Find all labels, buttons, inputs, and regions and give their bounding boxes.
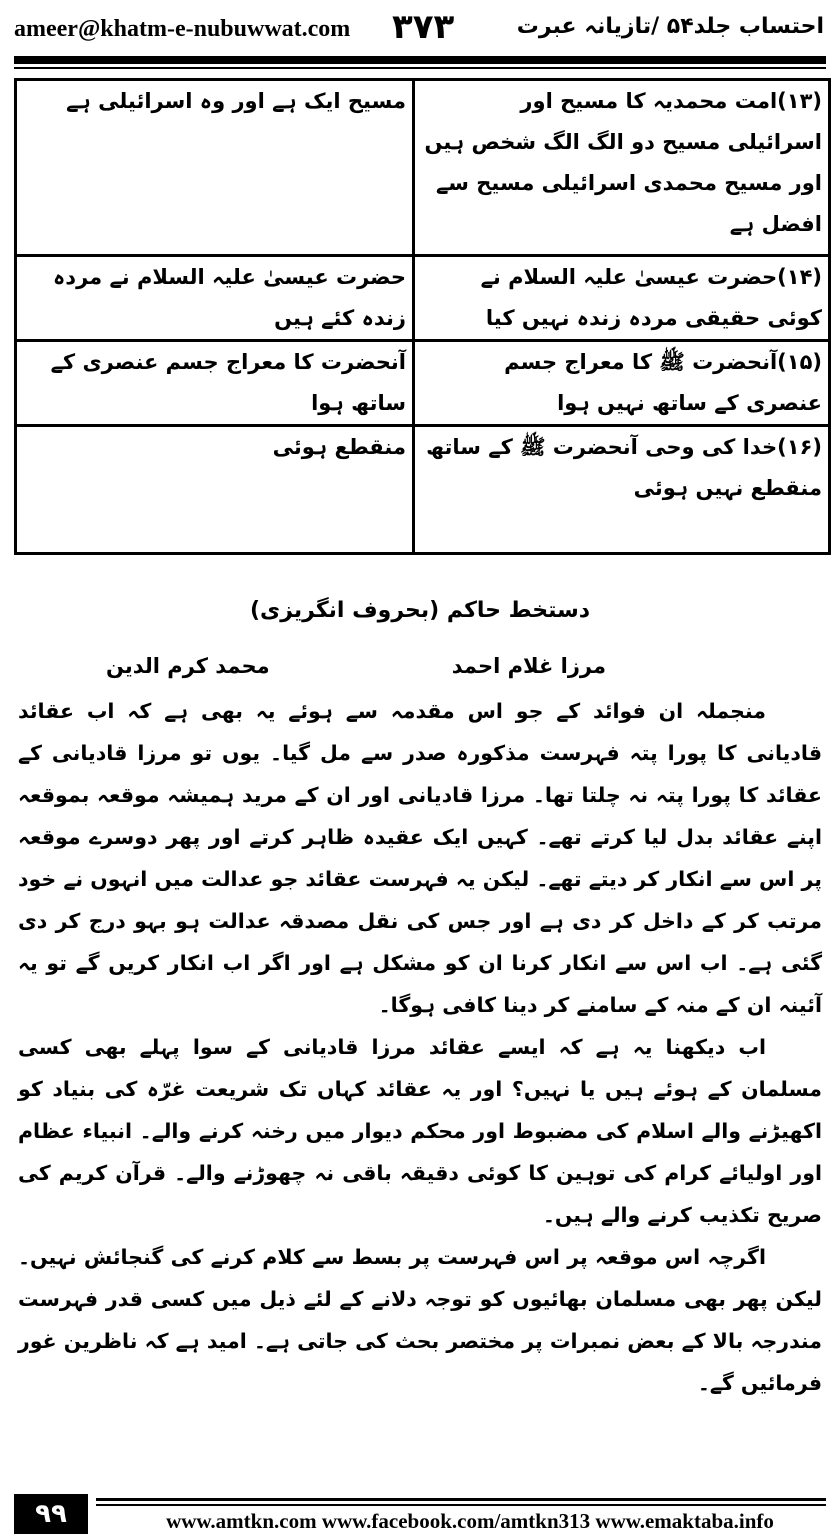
body-paragraph-2: اب دیکھنا یہ ہے کہ ایسے عقائد مرزا قادیانی کے سوا پہلے بھی کسی مسلمان کے ہوئے ہیں یا نہیں؟ اور یہ عقائد کہاں تک شریعت غرّہ کی بنیاد کو اکھیڑنے والے اسلام کی مضبوط اور محکم دیوار میں رخنہ کرنے والے۔ انبیاء عظام اور اولیائے کرام کی توہین کا کوئی دقیقہ باقی نہ چھوڑنے والے۔ قرآن کریم کی صریح تکذیب کرنے والے ہیں۔ xyxy=(18,1035,822,1227)
body-text xyxy=(18,690,822,1404)
footer-page-number: ۹۹ xyxy=(14,1494,88,1534)
page-header xyxy=(14,6,826,50)
footer-rule xyxy=(96,1498,826,1501)
header-book-title: احتساب جلد۵۴ /تازیانہ عبرت xyxy=(516,14,824,39)
table-cell-claim: (۱۶)خدا کی وحی آنحضرت ﷺ کے ساتھ منقطع نہیں ہوئی xyxy=(414,426,830,554)
header-rule-thin xyxy=(14,67,826,69)
beliefs-comparison-table xyxy=(14,78,831,555)
table-cell-claim: (۱۳)امت محمدیہ کا مسیح اور اسرائیلی مسیح دو الگ الگ شخص ہیں اور مسیح محمدی اسرائیلی مسیح سے افضل ہے xyxy=(414,80,830,256)
signature-names xyxy=(14,648,826,684)
table-row xyxy=(16,341,830,426)
signature-heading: دستخط حاکم (بحروف انگریزی) xyxy=(250,598,590,623)
signature-name-left: محمد کرم الدین xyxy=(106,654,270,678)
table-row xyxy=(16,426,830,554)
table-cell-counter: مسیح ایک ہے اور وہ اسرائیلی ہے xyxy=(16,80,414,256)
body-paragraph-1: منجملہ ان فوائد کے جو اس مقدمہ سے ہوئے یہ بھی ہے کہ اب عقائد قادیانی کا پورا پتہ فہرست مذکورہ صدر سے مل گیا۔ یوں تو مرزا قادیانی کے عقائد کا پورا پتہ نہ چلتا تھا۔ مرزا قادیانی اور ان کے مرید ہمیشہ موقعہ بموقعہ اپنے عقائد بدل لیا کرتے تھے۔ کہیں ایک عقیدہ ظاہر کرتے اور پھر دوسرے موقعہ پر اس سے انکار کر دیتے تھے۔ لیکن یہ فہرست عقائد جو عدالت میں انہوں نے خود مرتب کر کے داخل کر دی ہے اور جس کی نقل مصدقہ عدالت ہو بہو درج کر دی گئی ہے۔ اب اس سے انکار کرنا ان کو مشکل ہے اور اگر اب انکار کریں گے تو یہ آئینہ ان کے منہ کے سامنے کر دینا کافی ہوگا۔ xyxy=(18,699,822,1017)
table-cell-counter: منقطع ہوئی xyxy=(16,426,414,554)
table-row xyxy=(16,80,830,256)
table-cell-counter: حضرت عیسیٰ علیہ السلام نے مردہ زندہ کئے ہیں xyxy=(16,256,414,341)
signature-name-right: مرزا غلام احمد xyxy=(451,654,606,678)
page-footer xyxy=(14,1494,826,1534)
header-page-number: ۳۷۳ xyxy=(392,7,455,47)
table-cell-claim: (۱۵)آنحضرت ﷺ کا معراج جسم عنصری کے ساتھ نہیں ہوا xyxy=(414,341,830,426)
table-cell-counter: آنحضرت کا معراج جسم عنصری کے ساتھ ہوا xyxy=(16,341,414,426)
footer-urls: www.amtkn.com www.facebook.com/amtkn313 www.emaktaba.info xyxy=(166,1509,774,1533)
footer-rule-thin xyxy=(96,1504,826,1506)
header-rule-thick xyxy=(14,56,826,64)
table-cell-claim: (۱۴)حضرت عیسیٰ علیہ السلام نے کوئی حقیقی مردہ زندہ نہیں کیا xyxy=(414,256,830,341)
table-row xyxy=(16,256,830,341)
body-paragraph-3: اگرچہ اس موقعہ پر اس فہرست پر بسط سے کلام کرنے کی گنجائش نہیں۔ لیکن پھر بھی مسلمان بھائیوں کو توجہ دلانے کے لئے ذیل میں کسی قدر فہرست مندرجہ بالا کے بعض نمبرات پر مختصر بحث کی جاتی ہے۔ امید ہے کہ ناظرین غور فرمائیں گے۔ xyxy=(18,1245,822,1395)
header-email: ameer@khatm-e-nubuwwat.com xyxy=(14,16,351,42)
